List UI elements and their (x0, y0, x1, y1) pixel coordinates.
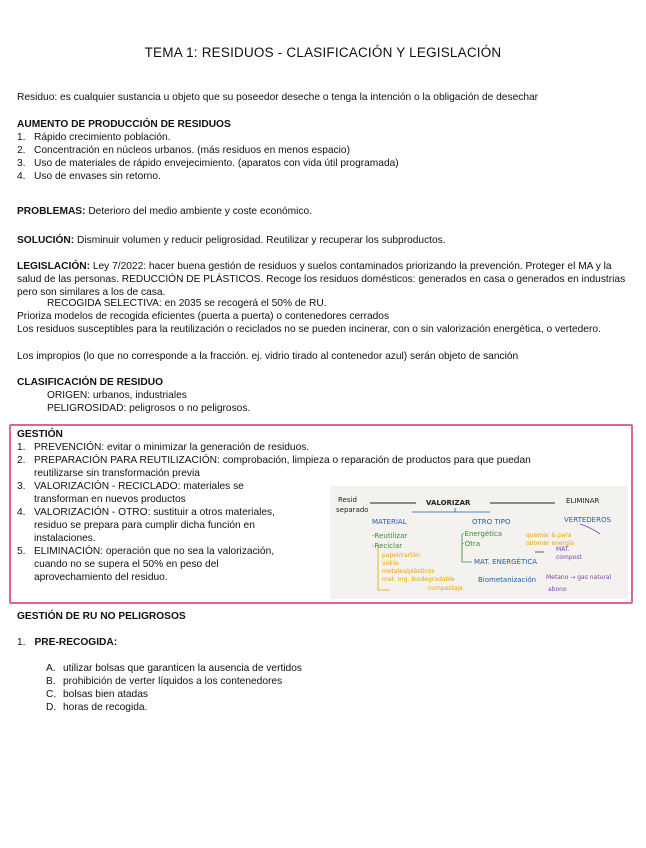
solucion-paragraph (17, 234, 446, 247)
residuo-definition: Residuo: es cualquier sustancia u objeto que su poseedor deseche o tenga la intención o la obligación de desechar (17, 92, 539, 103)
list-item: D. horas de recogida. (46, 702, 148, 713)
problemas-label: PROBLEMAS: (17, 206, 86, 217)
problemas-text: Deterioro del medio ambiente y coste económico. (85, 206, 312, 217)
note-reutilizar: -Reutilizar (372, 532, 408, 540)
clasificacion-heading: CLASIFICACIÓN DE RESIDUO (17, 377, 164, 388)
note-otro-tipo: OTRO TIPO (472, 518, 511, 526)
note-papel: papel/cartón (382, 552, 420, 559)
list-item: 4. VALORIZACIÓN - OTRO: sustituir a otros materiales, residuo se prepara para cumplir dicha función en instalaciones. (17, 507, 275, 544)
problemas-paragraph (17, 205, 312, 218)
list-item: 5. ELIMINACIÓN: operación que no sea la valorización, cuando no se supera el 50% en peso del aprovechamiento del residuo. (17, 546, 275, 583)
note-vertederos: VERTEDEROS (564, 516, 611, 524)
legislacion-paragraph (17, 260, 631, 299)
note-mat-compost: MAT. compost (556, 546, 582, 561)
note-mat-energetica: MAT. ENERGÉTICA (474, 558, 537, 566)
note-separado: separado (336, 506, 369, 514)
list-item: C. bolsas bien atadas (46, 689, 148, 700)
note-otra: -Otra (462, 540, 481, 548)
clasificacion-peligrosidad: PELIGROSIDAD: peligrosos o no peligrosos. (47, 403, 251, 414)
gestion-ru-heading: GESTIÓN DE RU NO PELIGROSOS (17, 611, 186, 622)
list-item: 4. Uso de envases sin retorno. (17, 171, 161, 182)
note-reciclar: -Reciclar (372, 542, 403, 550)
pre-recogida: 1. PRE-RECOGIDA: (17, 637, 118, 648)
note-quemar: quemar & para obtener energía (526, 532, 575, 547)
pre-recogida-label: PRE-RECOGIDA: (34, 637, 118, 648)
aumento-heading: AUMENTO DE PRODUCCIÓN DE RESIDUOS (17, 119, 231, 130)
note-abono: abono (548, 586, 567, 593)
list-item: 3. VALORIZACIÓN - RECICLADO: materiales se transforman en nuevos productos (17, 481, 244, 505)
list-item: 3. Uso de materiales de rápido envejecimiento. (aparatos con vida útil programada) (17, 158, 399, 169)
list-item: A. utilizar bolsas que garanticen la ausencia de vertidos (46, 663, 302, 674)
note-vidrio: vidrio (382, 560, 399, 567)
note-energetica: -Energética (462, 530, 503, 538)
solucion-label: SOLUCIÓN: (17, 235, 75, 246)
pre-recogida-list (46, 662, 302, 714)
residuos-susceptibles: Los residuos susceptibles para la reutilización o reciclados no se pueden incinerar, con o sin valorización energética, o vertedero. (17, 324, 601, 335)
note-valorizar: VALORIZAR (426, 499, 471, 507)
legislacion-label: LEGISLACIÓN: (17, 261, 91, 272)
list-item: 1. Rápido crecimiento población. (17, 132, 171, 143)
impropios: Los impropios (lo que no corresponde a la fracción. ej. vidrio tirado al contenedor azul) serán objeto de sanción (17, 351, 519, 362)
handwritten-notes-image (330, 486, 628, 599)
list-item: 2. PREPARACIÓN PARA REUTILIZACIÓN: comprobación, limpieza o reparación de productos para que puedan reutilizarse sin transformación previa (17, 455, 531, 479)
list-item: 1. PREVENCIÓN: evitar o minimizar la generación de residuos. (17, 442, 310, 453)
note-resid: Resid (338, 496, 357, 504)
note-compostaje: compostaje (428, 585, 463, 592)
list-item: B. prohibición de verter líquidos a los contenedores (46, 676, 283, 687)
list-item: 2. Concentración en núcleos urbanos. (más residuos en menos espacio) (17, 145, 350, 156)
note-metales: metales/plásticos (382, 568, 435, 575)
note-eliminar: ELIMINAR (566, 497, 600, 505)
note-biometanizacion: Biometanización (478, 576, 537, 584)
note-biodegradable: mat. org. biodegradable (382, 576, 455, 583)
note-metano: Metano → gas natural (546, 574, 612, 581)
prioriza-modelos: Prioriza modelos de recogida eficientes (puerta a puerta) o contenedores cerrados (17, 311, 390, 322)
solucion-text: Disminuir volumen y reducir peligrosidad. Reutilizar y recuperar los subproductos. (74, 235, 446, 246)
clasificacion-origen: ORIGEN: urbanos, industriales (47, 390, 187, 401)
legislacion-text: Ley 7/2022: hacer buena gestión de residuos y suelos contaminados priorizando la prevención. Proteger el MA y la salud de las personas. REDUCCIÓN DE PLÁSTICOS. Recoge los residuos domésticos: generados en casa o generados en industrias pero son similares a los de casa. (17, 261, 626, 298)
recogida-selectiva: RECOGIDA SELECTIVA: en 2035 se recogerá el 50% de RU. (47, 298, 327, 309)
gestion-heading: GESTIÓN (17, 429, 63, 440)
note-material: MATERIAL (372, 518, 407, 526)
page-title: TEMA 1: RESIDUOS - CLASIFICACIÓN Y LEGISLACIÓN (144, 45, 502, 60)
aumento-list (17, 131, 399, 183)
